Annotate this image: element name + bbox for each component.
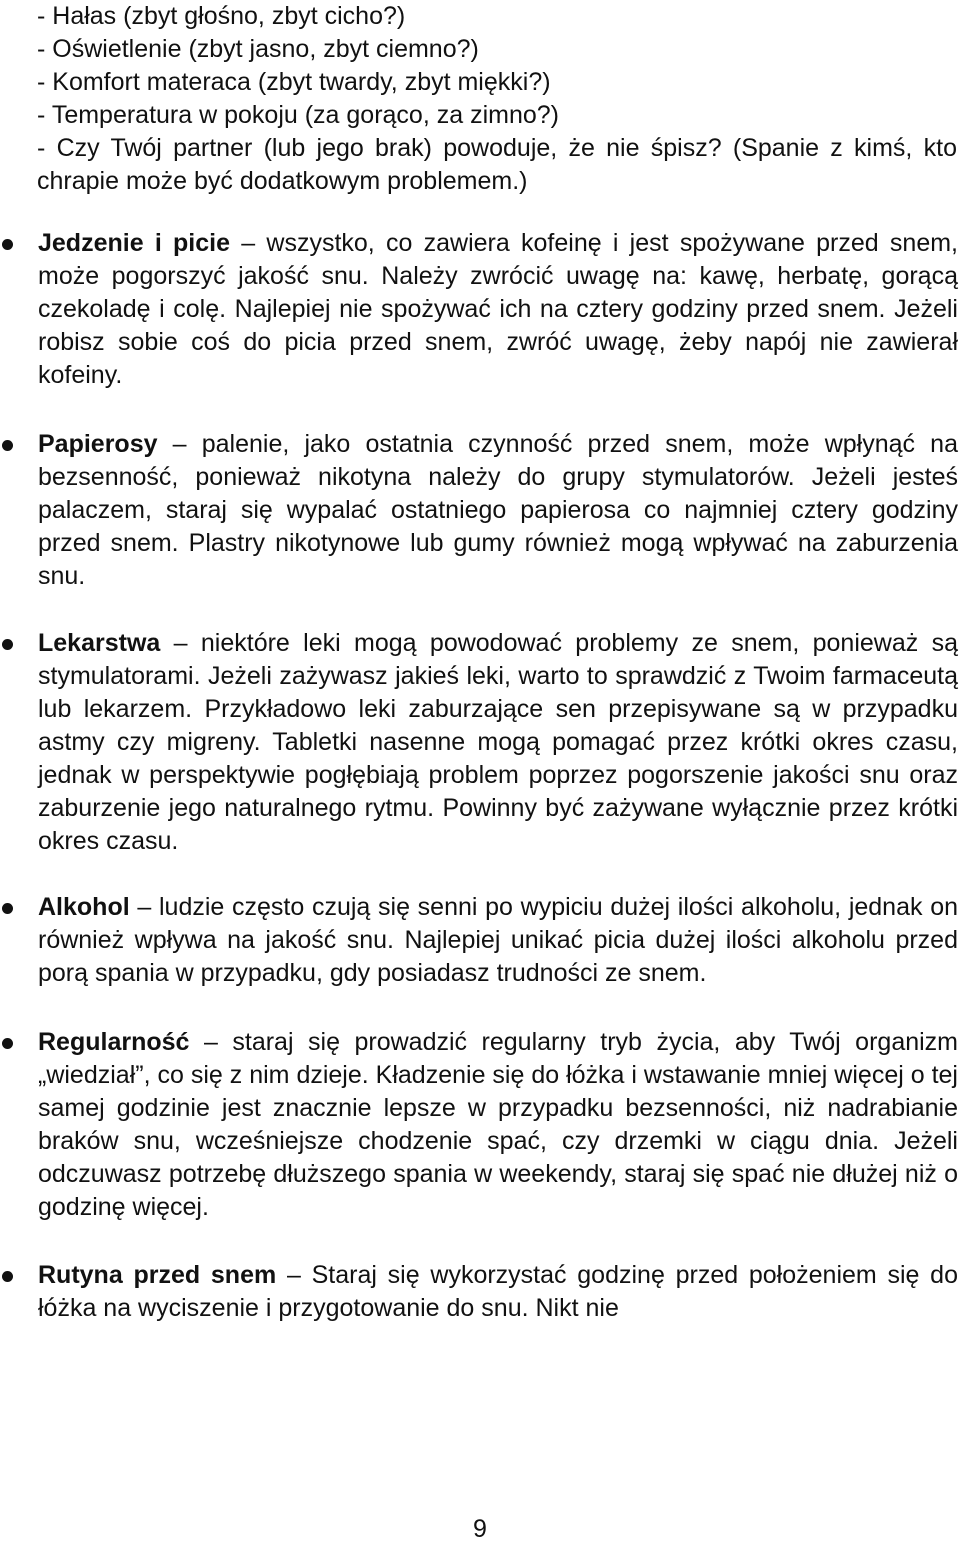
bullet-text: wszystko, co zawiera kofeinę i jest spożywane przed snem, może pogorszyć jakość snu. Należy zwrócić uwagę na: kawę, herbatę, gorącą czekoladę i colę. Najlepiej nie spożywać ich na cztery godziny przed snem. Jeżeli robisz sobie coś do picia przed snem, zwróć uwagę, żeby napój nie zawierał kofeiny. [38, 229, 958, 389]
bullet-icon [2, 1271, 13, 1282]
list-item: - Komfort materaca (zbyt twardy, zbyt miękki?) [37, 68, 551, 96]
factor-list [37, 0, 957, 198]
bullet-dash: – [160, 629, 201, 657]
bullet-dash: – [276, 1261, 312, 1289]
bullet-dash: – [189, 1028, 233, 1056]
bullet-icon [2, 903, 13, 914]
page-number: 9 [473, 1515, 487, 1543]
bullet-text: niektóre leki mogą powodować problemy ze snem, ponieważ są stymulatorami. Jeżeli zażywasz jakieś leki, warto to sprawdzić z Twoim farmaceutą lub lekarzem. Przykładowo leki zaburzające sen przepisywane są w przypadku astmy czy migreny. Tabletki nasenne mogą pomagać przez krótki okres czasu, jednak w perspektywie pogłębiają problem poprzez pogorszenie jakości snu oraz zaburzenie jego naturalnego rytmu. Powinny być zażywane wyłącznie przez krótki okres czasu. [38, 629, 958, 855]
list-item: - Hałas (zbyt głośno, zbyt cicho?) [37, 2, 406, 30]
bullet-text: palenie, jako ostatnia czynność przed snem, może wpłynąć na bezsenność, ponieważ nikotyna należy do grupy stymulatorów. Jeżeli jesteś palaczem, staraj się wypalać ostatniego papierosa co najmniej cztery godziny przed snem. Plastry nikotynowe lub gumy również mogą wpływać na zaburzenia snu. [38, 430, 958, 590]
list-item: - Oświetlenie (zbyt jasno, zbyt ciemno?) [37, 35, 479, 63]
bullet-item-food-drink [0, 227, 958, 392]
bullet-term: Lekarstwa [38, 629, 161, 657]
bullet-icon [2, 639, 13, 650]
bullet-item-medications [0, 627, 958, 858]
bullet-dash: – [230, 229, 267, 257]
bullet-text: staraj się prowadzić regularny tryb życia, aby Twój organizm „wiedział”, co się z nim dzieje. Kładzenie się do łóżka i wstawanie mniej więcej o tej samej godzinie jest znacznie lepsze w przypadku bezsenności, niż nadrabianie braków snu, wcześniejsze chodzenie spać, czy drzemki w ciągu dnia. Jeżeli odczuwasz potrzebę dłuższego spania w weekendy, staraj się spać nie dłużej niż o godzinę więcej. [38, 1028, 959, 1221]
bullet-item-cigarettes [0, 428, 958, 593]
bullet-item-bedtime-routine [0, 1259, 958, 1325]
bullet-term: Regularność [38, 1028, 190, 1056]
bullet-text: Staraj się wykorzystać godzinę przed położeniem się do łóżka na wyciszenie i przygotowanie do snu. Nikt nie [38, 1261, 958, 1322]
bullet-term: Alkohol [38, 893, 130, 921]
bullet-list [0, 227, 960, 1325]
bullet-item-alcohol [0, 891, 958, 990]
bullet-item-regularity [0, 1026, 958, 1224]
bullet-icon [2, 1038, 13, 1049]
list-item: - Czy Twój partner (lub jego brak) powoduje, że nie śpisz? (Spanie z kimś, kto chrapie może być dodatkowym problemem.) [37, 134, 957, 195]
bullet-term: Rutyna przed snem [38, 1261, 277, 1289]
bullet-term: Jedzenie i picie [38, 229, 231, 257]
bullet-icon [2, 440, 13, 451]
bullet-dash: – [129, 893, 159, 921]
bullet-text: ludzie często czują się senni po wypiciu dużej ilości alkoholu, jednak on również wpływa na jakość snu. Najlepiej unikać picia dużej ilości alkoholu przed porą spania w przypadku, gdy posiadasz trudności ze snem. [38, 893, 958, 987]
list-item: - Temperatura w pokoju (za gorąco, za zimno?) [37, 101, 559, 129]
bullet-icon [2, 239, 13, 250]
bullet-term: Papierosy [38, 430, 158, 458]
bullet-dash: – [157, 430, 202, 458]
